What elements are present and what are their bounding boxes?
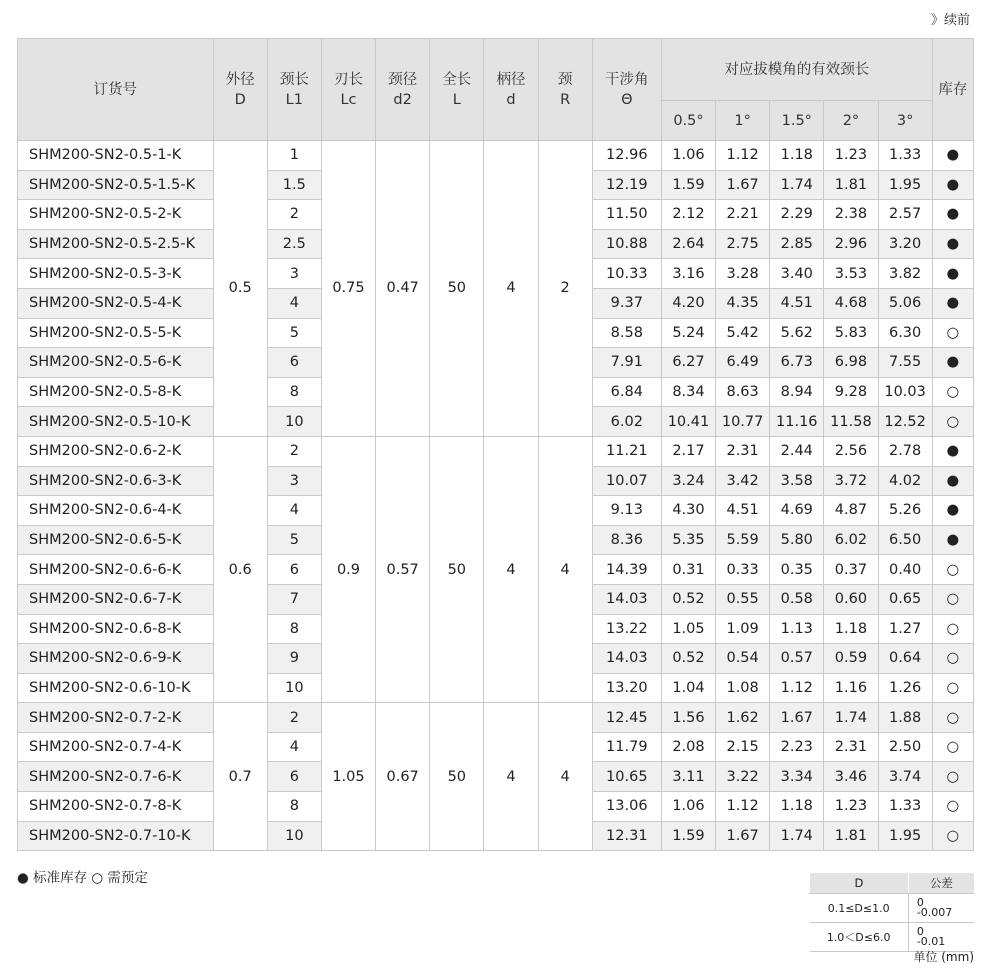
effective-length-cell: 0.64: [878, 644, 932, 674]
effective-length-cell: 1.06: [661, 141, 715, 171]
interference-angle-cell: 10.33: [592, 259, 661, 289]
table-row: [18, 141, 974, 171]
effective-length-cell: 4.69: [770, 496, 824, 526]
table-row: [18, 703, 974, 733]
order-code-cell: SHM200-SN2-0.6-9-K: [18, 644, 214, 674]
order-code-cell: SHM200-SN2-0.6-4-K: [18, 496, 214, 526]
neck-length-cell: 5: [267, 525, 321, 555]
order-code-cell: SHM200-SN2-0.6-5-K: [18, 525, 214, 555]
flute-length-cell: 1.05: [321, 703, 375, 851]
effective-length-cell: 11.16: [770, 407, 824, 437]
neck-length-cell: 6: [267, 348, 321, 378]
header-neck-length: 颈长 L1: [267, 39, 321, 141]
effective-length-cell: 2.56: [824, 436, 878, 466]
effective-length-cell: 1.62: [716, 703, 770, 733]
effective-length-cell: 2.64: [661, 229, 715, 259]
order-code-cell: SHM200-SN2-0.5-5-K: [18, 318, 214, 348]
effective-length-cell: 3.24: [661, 466, 715, 496]
interference-angle-cell: 9.37: [592, 288, 661, 318]
effective-length-cell: 0.37: [824, 555, 878, 585]
effective-length-cell: 1.18: [770, 792, 824, 822]
stock-status-icon: ○: [932, 555, 973, 585]
effective-length-cell: 2.50: [878, 732, 932, 762]
effective-length-cell: 1.74: [770, 170, 824, 200]
effective-length-cell: 4.51: [770, 288, 824, 318]
order-code-cell: SHM200-SN2-0.5-1-K: [18, 141, 214, 171]
order-code-cell: SHM200-SN2-0.7-8-K: [18, 792, 214, 822]
effective-length-cell: 0.40: [878, 555, 932, 585]
effective-length-cell: 0.65: [878, 584, 932, 614]
effective-length-cell: 6.30: [878, 318, 932, 348]
tolerance-cond: 0.1≤D≤1.0: [810, 894, 909, 923]
interference-angle-cell: 8.58: [592, 318, 661, 348]
stock-status-icon: ○: [932, 644, 973, 674]
effective-length-cell: 9.28: [824, 377, 878, 407]
effective-length-cell: 2.75: [716, 229, 770, 259]
neck-R-cell: 4: [538, 436, 592, 702]
unit-label: 单位 (mm): [913, 950, 974, 964]
neck-length-cell: 3: [267, 466, 321, 496]
effective-length-cell: 1.88: [878, 703, 932, 733]
neck-diameter-cell: 0.67: [376, 703, 430, 851]
neck-diameter-cell: 0.47: [376, 141, 430, 437]
effective-length-cell: 6.73: [770, 348, 824, 378]
order-code-cell: SHM200-SN2-0.6-6-K: [18, 555, 214, 585]
tolerance-value: 0 -0.01: [908, 923, 974, 952]
effective-length-cell: 1.27: [878, 614, 932, 644]
interference-angle-cell: 14.39: [592, 555, 661, 585]
effective-length-cell: 0.33: [716, 555, 770, 585]
header-shank-diameter: 柄径 d: [484, 39, 538, 141]
stock-status-icon: ●: [932, 170, 973, 200]
effective-length-cell: 1.13: [770, 614, 824, 644]
neck-diameter-cell: 0.57: [376, 436, 430, 702]
effective-length-cell: 3.28: [716, 259, 770, 289]
effective-length-cell: 0.59: [824, 644, 878, 674]
effective-length-cell: 10.77: [716, 407, 770, 437]
stock-status-icon: ○: [932, 673, 973, 703]
neck-length-cell: 9: [267, 644, 321, 674]
interference-angle-cell: 10.07: [592, 466, 661, 496]
flute-length-cell: 0.9: [321, 436, 375, 702]
order-code-cell: SHM200-SN2-0.5-1.5-K: [18, 170, 214, 200]
effective-length-cell: 1.12: [716, 792, 770, 822]
effective-length-cell: 1.67: [716, 170, 770, 200]
effective-length-cell: 5.80: [770, 525, 824, 555]
outer-diameter-cell: 0.5: [213, 141, 267, 437]
stock-status-icon: ●: [932, 436, 973, 466]
effective-length-cell: 0.55: [716, 584, 770, 614]
effective-length-cell: 7.55: [878, 348, 932, 378]
overall-length-cell: 50: [430, 703, 484, 851]
neck-length-cell: 3: [267, 259, 321, 289]
effective-length-cell: 3.74: [878, 762, 932, 792]
interference-angle-cell: 12.96: [592, 141, 661, 171]
effective-length-cell: 3.42: [716, 466, 770, 496]
header-interference-angle: 干涉角 Θ: [592, 39, 661, 141]
effective-length-cell: 1.81: [824, 821, 878, 851]
header-angle-3: 3°: [878, 101, 932, 141]
stock-status-icon: ●: [932, 229, 973, 259]
interference-angle-cell: 13.20: [592, 673, 661, 703]
effective-length-cell: 3.53: [824, 259, 878, 289]
stock-status-icon: ○: [932, 584, 973, 614]
effective-length-cell: 1.09: [716, 614, 770, 644]
interference-angle-cell: 10.65: [592, 762, 661, 792]
neck-length-cell: 5: [267, 318, 321, 348]
order-code-cell: SHM200-SN2-0.6-2-K: [18, 436, 214, 466]
stock-status-icon: ○: [932, 318, 973, 348]
effective-length-cell: 5.35: [661, 525, 715, 555]
effective-length-cell: 0.57: [770, 644, 824, 674]
header-angle-1: 1°: [716, 101, 770, 141]
neck-length-cell: 10: [267, 407, 321, 437]
overall-length-cell: 50: [430, 141, 484, 437]
order-code-cell: SHM200-SN2-0.5-4-K: [18, 288, 214, 318]
stock-status-icon: ○: [932, 614, 973, 644]
effective-length-cell: 6.27: [661, 348, 715, 378]
effective-length-cell: 2.15: [716, 732, 770, 762]
stock-status-icon: ○: [932, 407, 973, 437]
effective-length-cell: 11.58: [824, 407, 878, 437]
effective-length-cell: 1.16: [824, 673, 878, 703]
effective-length-cell: 2.96: [824, 229, 878, 259]
neck-length-cell: 2: [267, 200, 321, 230]
effective-length-cell: 10.41: [661, 407, 715, 437]
effective-length-cell: 1.23: [824, 141, 878, 171]
effective-length-cell: 1.26: [878, 673, 932, 703]
stock-status-icon: ●: [932, 141, 973, 171]
neck-length-cell: 8: [267, 377, 321, 407]
effective-length-cell: 1.12: [770, 673, 824, 703]
effective-length-cell: 4.51: [716, 496, 770, 526]
header-angle-1.5: 1.5°: [770, 101, 824, 141]
effective-length-cell: 4.35: [716, 288, 770, 318]
stock-status-icon: ○: [932, 703, 973, 733]
tolerance-value: 0 -0.007: [908, 894, 974, 923]
effective-length-cell: 1.06: [661, 792, 715, 822]
neck-length-cell: 2: [267, 703, 321, 733]
interference-angle-cell: 13.06: [592, 792, 661, 822]
effective-length-cell: 2.85: [770, 229, 824, 259]
header-stock: 库存: [932, 39, 973, 141]
effective-length-cell: 2.44: [770, 436, 824, 466]
order-code-cell: SHM200-SN2-0.5-10-K: [18, 407, 214, 437]
order-code-cell: SHM200-SN2-0.6-7-K: [18, 584, 214, 614]
effective-length-cell: 1.23: [824, 792, 878, 822]
interference-angle-cell: 10.88: [592, 229, 661, 259]
header-outer-diameter: 外径 D: [213, 39, 267, 141]
effective-length-cell: 2.38: [824, 200, 878, 230]
effective-length-cell: 1.12: [716, 141, 770, 171]
effective-length-cell: 10.03: [878, 377, 932, 407]
table-row: [18, 436, 974, 466]
order-code-cell: SHM200-SN2-0.7-4-K: [18, 732, 214, 762]
interference-angle-cell: 6.02: [592, 407, 661, 437]
effective-length-cell: 3.20: [878, 229, 932, 259]
effective-length-cell: 2.31: [824, 732, 878, 762]
tolerance-table: [809, 873, 974, 952]
effective-length-cell: 3.58: [770, 466, 824, 496]
effective-length-cell: 8.63: [716, 377, 770, 407]
outer-diameter-cell: 0.6: [213, 436, 267, 702]
neck-length-cell: 4: [267, 288, 321, 318]
neck-length-cell: 8: [267, 792, 321, 822]
header-neck-diameter: 颈径 d2: [376, 39, 430, 141]
order-code-cell: SHM200-SN2-0.7-10-K: [18, 821, 214, 851]
effective-length-cell: 4.02: [878, 466, 932, 496]
neck-length-cell: 6: [267, 762, 321, 792]
stock-status-icon: ●: [932, 259, 973, 289]
stock-status-icon: ○: [932, 821, 973, 851]
interference-angle-cell: 14.03: [592, 644, 661, 674]
neck-length-cell: 8: [267, 614, 321, 644]
order-code-cell: SHM200-SN2-0.6-8-K: [18, 614, 214, 644]
order-code-cell: SHM200-SN2-0.6-10-K: [18, 673, 214, 703]
effective-length-cell: 2.29: [770, 200, 824, 230]
order-code-cell: SHM200-SN2-0.6-3-K: [18, 466, 214, 496]
product-spec-table: [17, 38, 974, 851]
effective-length-cell: 2.31: [716, 436, 770, 466]
effective-length-cell: 2.78: [878, 436, 932, 466]
header-angle-0.5: 0.5°: [661, 101, 715, 141]
header-angle-2: 2°: [824, 101, 878, 141]
effective-length-cell: 5.06: [878, 288, 932, 318]
stock-status-icon: ●: [932, 200, 973, 230]
overall-length-cell: 50: [430, 436, 484, 702]
effective-length-cell: 6.50: [878, 525, 932, 555]
header-overall-length: 全长 L: [430, 39, 484, 141]
effective-length-cell: 1.74: [770, 821, 824, 851]
effective-length-cell: 1.67: [770, 703, 824, 733]
effective-length-cell: 1.33: [878, 792, 932, 822]
effective-length-cell: 2.08: [661, 732, 715, 762]
effective-length-cell: 1.95: [878, 170, 932, 200]
stock-status-icon: ○: [932, 732, 973, 762]
interference-angle-cell: 6.84: [592, 377, 661, 407]
interference-angle-cell: 9.13: [592, 496, 661, 526]
shank-diameter-cell: 4: [484, 141, 538, 437]
effective-length-cell: 1.59: [661, 170, 715, 200]
neck-length-cell: 4: [267, 496, 321, 526]
effective-length-cell: 5.83: [824, 318, 878, 348]
effective-length-cell: 0.52: [661, 584, 715, 614]
header-flute-length: 刃长 Lc: [321, 39, 375, 141]
effective-length-cell: 5.24: [661, 318, 715, 348]
effective-length-cell: 1.05: [661, 614, 715, 644]
outer-diameter-cell: 0.7: [213, 703, 267, 851]
stock-status-icon: ○: [932, 792, 973, 822]
order-code-cell: SHM200-SN2-0.5-3-K: [18, 259, 214, 289]
effective-length-cell: 1.33: [878, 141, 932, 171]
effective-length-cell: 1.74: [824, 703, 878, 733]
interference-angle-cell: 12.45: [592, 703, 661, 733]
neck-length-cell: 2.5: [267, 229, 321, 259]
effective-length-cell: 8.94: [770, 377, 824, 407]
effective-length-cell: 3.34: [770, 762, 824, 792]
effective-length-cell: 3.22: [716, 762, 770, 792]
effective-length-cell: 0.60: [824, 584, 878, 614]
neck-length-cell: 10: [267, 821, 321, 851]
interference-angle-cell: 11.79: [592, 732, 661, 762]
effective-length-cell: 3.46: [824, 762, 878, 792]
effective-length-cell: 1.18: [770, 141, 824, 171]
effective-length-cell: 1.08: [716, 673, 770, 703]
order-code-cell: SHM200-SN2-0.7-6-K: [18, 762, 214, 792]
effective-length-cell: 1.18: [824, 614, 878, 644]
effective-length-cell: 3.40: [770, 259, 824, 289]
shank-diameter-cell: 4: [484, 436, 538, 702]
header-neck-R: 颈 R: [538, 39, 592, 141]
interference-angle-cell: 13.22: [592, 614, 661, 644]
neck-length-cell: 2: [267, 436, 321, 466]
order-code-cell: SHM200-SN2-0.5-2.5-K: [18, 229, 214, 259]
stock-status-icon: ●: [932, 348, 973, 378]
effective-length-cell: 4.87: [824, 496, 878, 526]
stock-status-icon: ●: [932, 525, 973, 555]
effective-length-cell: 1.59: [661, 821, 715, 851]
interference-angle-cell: 7.91: [592, 348, 661, 378]
interference-angle-cell: 11.21: [592, 436, 661, 466]
effective-length-cell: 6.02: [824, 525, 878, 555]
shank-diameter-cell: 4: [484, 703, 538, 851]
effective-length-cell: 12.52: [878, 407, 932, 437]
neck-length-cell: 10: [267, 673, 321, 703]
effective-length-cell: 4.20: [661, 288, 715, 318]
neck-length-cell: 7: [267, 584, 321, 614]
stock-status-icon: ○: [932, 377, 973, 407]
interference-angle-cell: 11.50: [592, 200, 661, 230]
flute-length-cell: 0.75: [321, 141, 375, 437]
order-code-cell: SHM200-SN2-0.5-6-K: [18, 348, 214, 378]
effective-length-cell: 3.16: [661, 259, 715, 289]
order-code-cell: SHM200-SN2-0.5-8-K: [18, 377, 214, 407]
effective-length-cell: 3.82: [878, 259, 932, 289]
effective-length-cell: 2.57: [878, 200, 932, 230]
stock-legend: ● 标准库存 ○ 需预定: [17, 870, 148, 886]
interference-angle-cell: 12.31: [592, 821, 661, 851]
effective-length-cell: 1.95: [878, 821, 932, 851]
interference-angle-cell: 8.36: [592, 525, 661, 555]
effective-length-cell: 4.68: [824, 288, 878, 318]
tolerance-header-D: D: [810, 873, 909, 894]
stock-status-icon: ○: [932, 762, 973, 792]
effective-length-cell: 0.52: [661, 644, 715, 674]
interference-angle-cell: 14.03: [592, 584, 661, 614]
effective-length-cell: 0.35: [770, 555, 824, 585]
effective-length-cell: 5.26: [878, 496, 932, 526]
header-order-code: 订货号: [18, 39, 214, 141]
effective-length-cell: 6.98: [824, 348, 878, 378]
stock-status-icon: ●: [932, 496, 973, 526]
effective-length-cell: 4.30: [661, 496, 715, 526]
neck-R-cell: 4: [538, 703, 592, 851]
header-effective-neck-length: 对应拔模角的有效颈长: [661, 39, 932, 101]
effective-length-cell: 5.59: [716, 525, 770, 555]
continued-label: 》续前: [930, 13, 970, 28]
order-code-cell: SHM200-SN2-0.7-2-K: [18, 703, 214, 733]
interference-angle-cell: 12.19: [592, 170, 661, 200]
effective-length-cell: 1.67: [716, 821, 770, 851]
effective-length-cell: 1.56: [661, 703, 715, 733]
effective-length-cell: 8.34: [661, 377, 715, 407]
effective-length-cell: 2.12: [661, 200, 715, 230]
neck-length-cell: 1.5: [267, 170, 321, 200]
effective-length-cell: 1.04: [661, 673, 715, 703]
effective-length-cell: 1.81: [824, 170, 878, 200]
stock-status-icon: ●: [932, 288, 973, 318]
neck-R-cell: 2: [538, 141, 592, 437]
effective-length-cell: 3.11: [661, 762, 715, 792]
neck-length-cell: 1: [267, 141, 321, 171]
effective-length-cell: 5.62: [770, 318, 824, 348]
effective-length-cell: 6.49: [716, 348, 770, 378]
effective-length-cell: 2.17: [661, 436, 715, 466]
effective-length-cell: 2.21: [716, 200, 770, 230]
effective-length-cell: 0.31: [661, 555, 715, 585]
stock-status-icon: ●: [932, 466, 973, 496]
effective-length-cell: 0.54: [716, 644, 770, 674]
effective-length-cell: 5.42: [716, 318, 770, 348]
neck-length-cell: 6: [267, 555, 321, 585]
tolerance-cond: 1.0＜D≤6.0: [810, 923, 909, 952]
order-code-cell: SHM200-SN2-0.5-2-K: [18, 200, 214, 230]
tolerance-header-tol: 公差: [908, 873, 974, 894]
effective-length-cell: 0.58: [770, 584, 824, 614]
effective-length-cell: 2.23: [770, 732, 824, 762]
effective-length-cell: 3.72: [824, 466, 878, 496]
neck-length-cell: 4: [267, 732, 321, 762]
